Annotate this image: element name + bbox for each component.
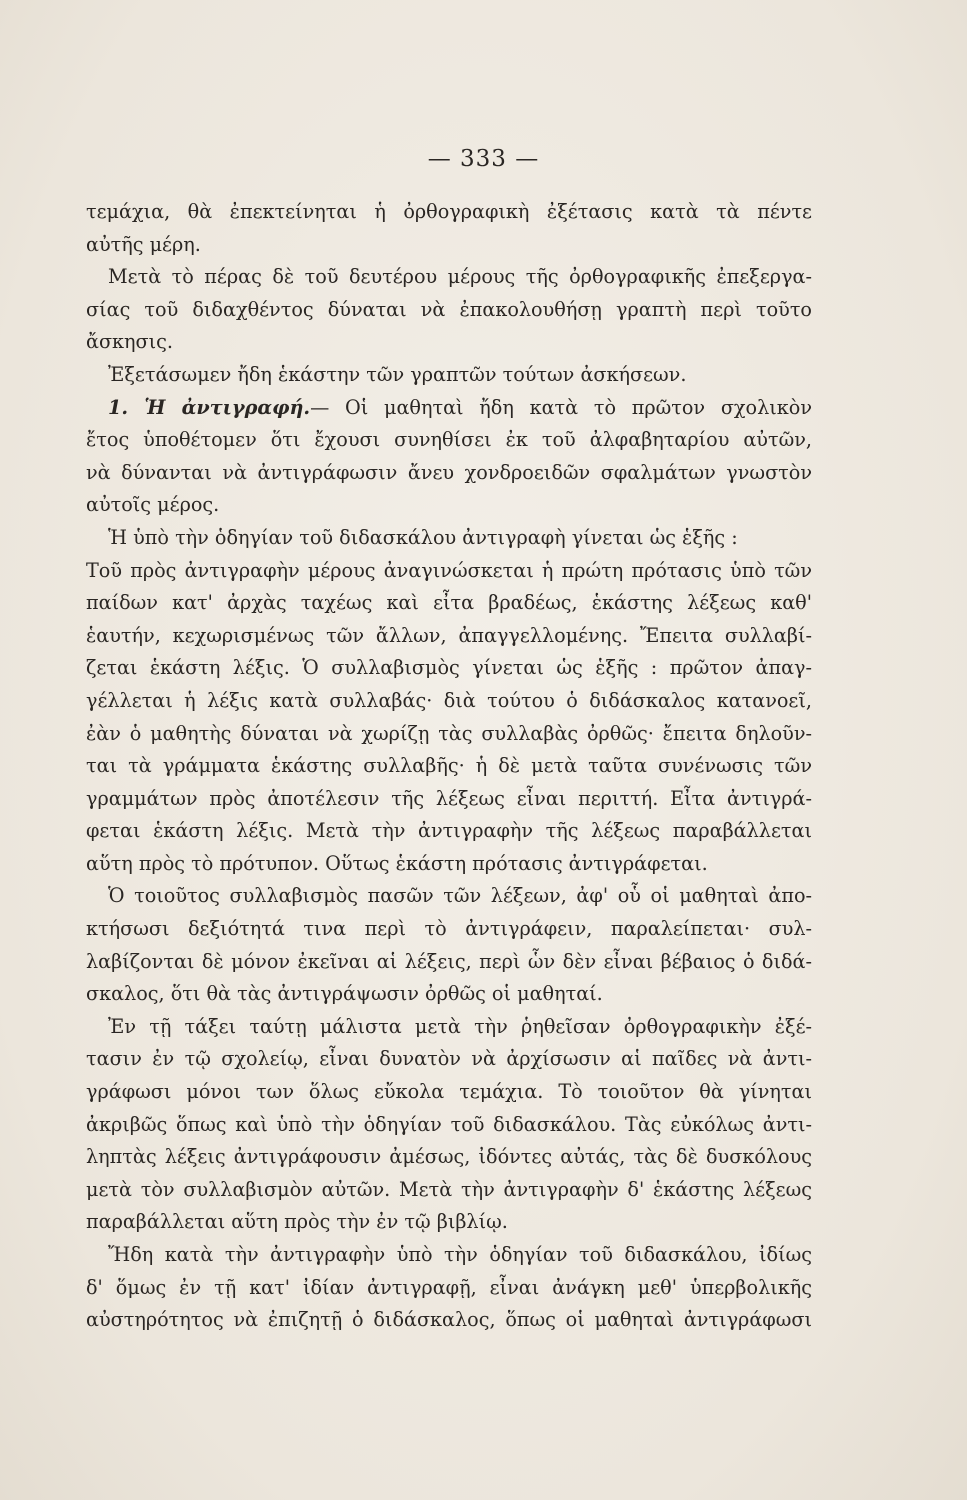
line-text: παίδων κατ' ἀρχὰς ταχέως καὶ εἶτα βραδέως, ἑκάστης λέξεως καθ' xyxy=(86,591,812,615)
text-line xyxy=(86,424,812,457)
line-text: ἄσκησις. xyxy=(86,330,174,354)
line-text: αὐτοῖς μέρος. xyxy=(86,493,220,517)
body-text xyxy=(86,196,812,1337)
text-line xyxy=(86,620,812,653)
text-line xyxy=(86,489,812,522)
line-text: τασιν ἐν τῷ σχολείῳ, εἶναι δυνατὸν νὰ ἀρχίσωσιν αἱ παῖδες νὰ ἀντι- xyxy=(86,1047,812,1071)
line-text: λαβίζονται δὲ μόνον ἐκεῖναι αἱ λέξεις, περὶ ὧν δὲν εἶναι βέβαιος ὁ διδά- xyxy=(86,949,812,973)
text-line xyxy=(86,359,812,392)
text-line xyxy=(86,880,812,913)
line-text: γέλλεται ἡ λέξις κατὰ συλλαβάς· διὰ τούτου ὁ διδάσκαλος κατανοεῖ, xyxy=(86,688,812,712)
text-line xyxy=(86,392,812,425)
text-line xyxy=(86,652,812,685)
line-text: ἐὰν ὁ μαθητὴς δύναται νὰ χωρίζῃ τὰς συλλαβὰς ὀρθῶς· ἔπειτα δηλοῦν- xyxy=(86,721,812,745)
line-text: Ἐν τῇ τάξει ταύτῃ μάλιστα μετὰ τὴν ῥηθεῖσαν ὀρθογραφικὴν ἐξέ- xyxy=(108,1014,812,1038)
text-line xyxy=(86,1043,812,1076)
text-line xyxy=(86,848,812,881)
line-text: ἔτος ὑποθέτομεν ὅτι ἔχουσι συνηθίσει ἐκ τοῦ ἀλφαβηταρίου αὐτῶν, xyxy=(86,428,812,452)
line-text: Μετὰ τὸ πέρας δὲ τοῦ δευτέρου μέρους τῆς ὀρθογραφικῆς ἐπεξεργα- xyxy=(108,265,812,289)
text-line xyxy=(86,229,812,262)
text-line xyxy=(86,1206,812,1239)
page-number: — 333 — xyxy=(427,146,540,172)
line-text: Ἐξετάσωμεν ἤδη ἑκάστην τῶν γραπτῶν τούτων ἀσκήσεων. xyxy=(108,362,687,386)
text-line xyxy=(86,326,812,359)
text-line xyxy=(86,783,812,816)
text-line xyxy=(86,1239,812,1272)
text-line xyxy=(86,1141,812,1174)
line-text: γραμμάτων πρὸς ἀποτέλεσιν τῆς λέξεως εἶναι περιττή. Εἶτα ἀντιγρά- xyxy=(86,786,812,810)
line-text: γράφωσι μόνοι των ὅλως εὔκολα τεμάχια. Τὸ τοιοῦτον θὰ γίνηται xyxy=(86,1080,812,1104)
text-line xyxy=(86,718,812,751)
text-line xyxy=(86,457,812,490)
line-text: Ἡ ὑπὸ τὴν ὁδηγίαν τοῦ διδασκάλου ἀντιγραφὴ γίνεται ὡς ἑξῆς : xyxy=(108,525,738,549)
text-line xyxy=(86,1011,812,1044)
line-text: φεται ἑκάστη λέξις. Μετὰ τὴν ἀντιγραφὴν τῆς λέξεως παραβάλλεται xyxy=(86,819,812,843)
text-line xyxy=(86,946,812,979)
text-line xyxy=(86,555,812,588)
text-line xyxy=(86,196,812,229)
text-line xyxy=(86,685,812,718)
line-text: ἑαυτήν, κεχωρισμένως τῶν ἄλλων, ἀπαγγελλομένης. Ἔπειτα συλλαβί- xyxy=(86,623,812,647)
line-text: Τοῦ πρὸς ἀντιγραφὴν μέρους ἀναγινώσκεται ἡ πρώτη πρότασις ὑπὸ τῶν xyxy=(86,558,812,582)
line-text: Ἤδη κατὰ τὴν ἀντιγραφὴν ὑπὸ τὴν ὁδηγίαν τοῦ διδασκάλου, ἰδίως xyxy=(108,1243,812,1266)
line-text: Ὁ τοιοῦτος συλλαβισμὸς πασῶν τῶν λέξεων, ἀφ' οὗ οἱ μαθηταὶ ἀπο- xyxy=(108,884,812,908)
line-text: ζεται ἑκάστη λέξις. Ὁ συλλαβισμὸς γίνεται ὡς ἑξῆς : πρῶτον ἀπαγ- xyxy=(86,656,812,680)
line-text: αὕτη πρὸς τὸ πρότυπον. Οὕτως ἑκάστη πρότασις ἀντιγράφεται. xyxy=(86,851,708,875)
text-line xyxy=(86,750,812,783)
text-line xyxy=(86,1109,812,1142)
line-text: σκαλος, ὅτι θὰ τὰς ἀντιγράψωσιν ὀρθῶς οἱ μαθηταί. xyxy=(86,982,603,1006)
line-text: ληπτὰς λέξεις ἀντιγράφουσιν ἀμέσως, ἰδόντες αὐτάς, τὰς δὲ δυσκόλους xyxy=(86,1145,812,1169)
text-line xyxy=(86,261,812,294)
line-text: αὐτῆς μέρη. xyxy=(86,232,201,256)
line-text: τεμάχια, θὰ ἐπεκτείνηται ἡ ὀρθογραφικὴ ἐξέτασις κατὰ τὰ πέντε xyxy=(86,200,812,223)
text-line xyxy=(86,1304,812,1337)
text-line xyxy=(86,294,812,327)
section-heading: 1. Ἡ ἀντιγραφή. xyxy=(108,395,311,419)
line-text: ἀκριβῶς ὅπως καὶ ὑπὸ τὴν ὁδηγίαν τοῦ διδασκάλου. Τὰς εὐκόλως ἀντι- xyxy=(86,1112,812,1136)
text-line xyxy=(86,522,812,555)
line-text: δ' ὅμως ἐν τῇ κατ' ἰδίαν ἀντιγραφῇ, εἶναι ἀνάγκη μεθ' ὑπερβολικῆς xyxy=(86,1275,812,1299)
line-text: νὰ δύνανται νὰ ἀντιγράφωσιν ἄνευ χονδροειδῶν σφαλμάτων γνωστὸν xyxy=(86,460,812,484)
text-line xyxy=(86,913,812,946)
line-text: μετὰ τὸν συλλαβισμὸν αὐτῶν. Μετὰ τὴν ἀντιγραφὴν δ' ἑκάστης λέξεως xyxy=(86,1177,812,1201)
text-line xyxy=(86,815,812,848)
line-text: κτήσωσι δεξιότητά τινα περὶ τὸ ἀντιγράφειν, παραλείπεται· συλ- xyxy=(86,917,812,941)
text-line xyxy=(86,1272,812,1305)
line-text: αὐστηρότητος νὰ ἐπιζητῇ ὁ διδάσκαλος, ὅπως οἱ μαθηταὶ ἀντιγράφωσι xyxy=(86,1308,812,1332)
text-line xyxy=(86,587,812,620)
line-text: ται τὰ γράμματα ἑκάστης συλλαβῆς· ἡ δὲ μετὰ ταῦτα συνένωσις τῶν xyxy=(86,754,812,778)
text-line xyxy=(86,1174,812,1207)
line-text: παραβάλλεται αὕτη πρὸς τὴν ἐν τῷ βιβλίῳ. xyxy=(86,1210,508,1234)
line-text: σίας τοῦ διδαχθέντος δύναται νὰ ἐπακολουθήσῃ γραπτὴ περὶ τοῦτο xyxy=(86,297,812,321)
line-text: — Οἱ μαθηταὶ ἤδη κατὰ τὸ πρῶτον σχολικὸν xyxy=(310,395,812,419)
text-line xyxy=(86,978,812,1011)
text-line xyxy=(86,1076,812,1109)
